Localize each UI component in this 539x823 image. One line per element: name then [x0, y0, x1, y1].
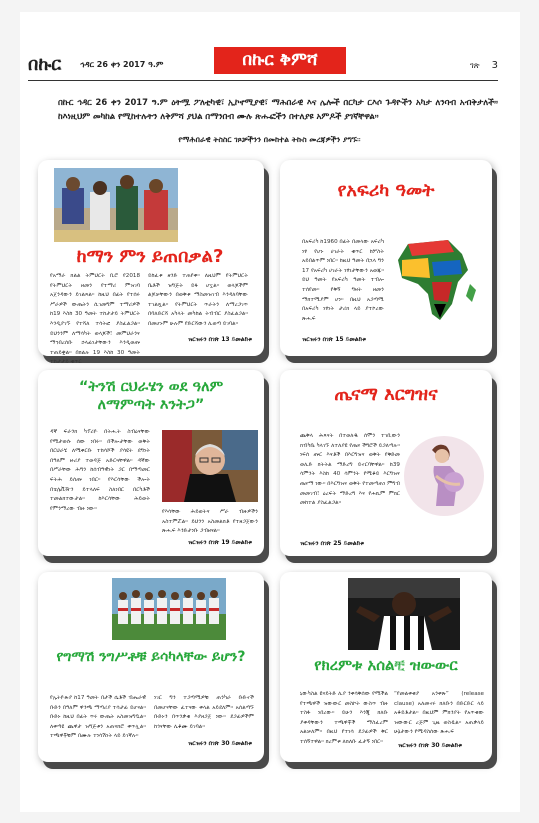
article-body-col1: የአማራ ክልል ትምህርት ቢሮ የ2018 የትምህርት ዘመን የተማሪ ምዝገባ አጀንዳውን ይገልጻል። ከዚህ በፊት የተሰሩ ሥራዎች ውጤትን ሲገመግም ተማሪዎች ከ19 እስከ 30 ዓመት ተከታታይ ትምህርት እንዲያገኙ የተሻለ ተሳትፎ ያስፈልጋል። ይህንንም ለማሳካት ወላጆች፣ መምህራንና ማኅበረሰቡ ኃላፊነታቸውን እንዲወጡ ተጠይቋል። በክልሉ 19 እስከ 30 ዓመት ተከታታይ ቁጥር: [50, 273, 140, 366]
continued-note: ዝርዝሩን በገጽ 15 ይመልከቱ: [302, 336, 366, 343]
article-card-healthy-pregnancy[interactable]: [280, 370, 492, 556]
article-title: የአፍሪካ ዓመት: [337, 180, 435, 201]
intro-paragraph: በኩር ኅዳር 26 ቀን 2017 ዓ.ም ዕትሟ ፖለቲካዊ፣ ኢኮኖሚያዊ፣ ማሕበራዊ እና ሌሎች በርካታ ርእሶ ጉዳዮችን አካታ ለንባብ አብቅታለች። ከእነዚህም መካከል የሚከተሉትን ለቅምሻ ያህል በማንበብ ሙሉ ጽሑፎችን በተለያዩ አምዶች ያገኛቸዋል።: [58, 97, 498, 121]
article-body-col2: ይከፈቱ ዘንድ ተጠየቀ። ለዚህም የትምህርት ቤቶች ዝግጅት ይፋ ሆኗል። ወላጆችም ልጆቻቸውን በወቅቱ ማስመዝገብ እንዳለባቸው ተገልጿል። የትምህርት ጥራትን ለማረጋገጥ በባለድርሻ አካላት መካከል ትብብር ያስፈልጋል። በመሆኑም ሁሉም የድርሻውን ሊወጣ ይገባል።: [148, 273, 248, 327]
page-number: 3: [491, 60, 498, 71]
article-title: “ትንሽ ርህራሄን ወደ ዓለም ለማምጣት እንትጋ”: [78, 379, 224, 413]
article-card-queens[interactable]: [38, 572, 264, 762]
issue-date: ኅዳር 26 ቀን 2017 ዓ.ም: [80, 60, 164, 69]
article-body-col1: ዳኛ ፍራንክ ካፕሪዮ በትሑት ስብዕናቸው የሚታወሱ ሰው ነበሩ። በችሎታቸው ወቅት በርህራሄ ለሚቀርቡ ተከሳሾች ያሳዩት ደግነት በዓለም ዙሪያ ተወዳጅ አድርጓቸዋል። ዳኛው በሥራቸው ሕግን ከሰብዓዊነት ጋር በማጣመር ፍትሕ ይሰጡ ነበር። የእርሳቸው ችሎት በቴሌቪዥን ይተላለፍ ስለነበር በርካቶች ተመልክተውታል። ከእርሳቸው ሕይወት የምንማረው ብዙ ነው።: [50, 429, 150, 512]
article-title: ጤናማ እርግዝና: [334, 384, 438, 405]
article-card-expectations[interactable]: [38, 160, 264, 366]
masthead: [28, 52, 498, 81]
page-label: ገጽ: [470, 61, 480, 70]
page-info: [470, 60, 498, 71]
continued-note: ዝርዝሩን በገጽ 30 ይመልከቱ: [398, 742, 462, 749]
judge-portrait-image: [162, 430, 258, 502]
article-body-col2: ነገር ግን ተጋጣሚዎቹ ጠንካራ ቡድኖች በመሆናቸው ፈተናው ቀላል አይደለም። አሰልጣኙ ቡድኑን በጥንቃቄ እያዘጋጀ ነው። ደጋፊዎችም ከጎናቸው ሊቆሙ ይገባል።: [154, 695, 254, 730]
article-title: ከማን ምን ይጠበቃል?: [76, 246, 224, 267]
kids-graduation-image: [54, 168, 178, 242]
brand-name: በኩር: [28, 54, 62, 75]
article-body: በአፍሪካ ከ1960 በፊት በመላው አፍሪካ ነፃ የሆኑ ሀገራት ቁጥር ከሦስት አይበልጥም ነበር። ከዚህ ዓመት በኋላ ግን 17 የአፍሪካ ሀገራት ነፃነታቸውን አወጁ። ይህ ዓመት የአፍሪካ ዓመት ተብሎ ተሰየመ። የቅኝ ግዛት ዘመን ማክተሚያም ሆነ። በዚህ አጋጣሚ በአፍሪካ ነፃነት ታሪክ ላይ ያተኮረው ጽሑፍ: [302, 239, 384, 322]
pregnancy-illustration: [404, 436, 484, 516]
article-title: የግማሽ ንግሥቶቹ ይሳካላቸው ይሆን?: [56, 649, 246, 665]
article-body: ጨቅላ ሕጻናት በተወለዱ ሰሞን ተገቢውን ክብካቤ ካላገኙ ለተለያዩ የጤና ችግሮች ይጋለጣሉ። ነፍሰ ጡር እናቶች በእርግዝና ወቅት የቅድመ ወሊድ ክትትል ማድረግ ይኖርባቸዋል። ከ39 ሳምንት እስከ 40 ሳምንት የሚቆይ እርግዝና ጤናማ ነው። በእርግዝና ወቅት የተመጣጠነ ምግብ መመገብ፣ ዕረፍት ማድረግ እና የሐኪም ምክር መከተል ያስፈልጋል።: [300, 433, 400, 507]
article-card-compassion[interactable]: [38, 370, 264, 556]
article-card-summer-transfer[interactable]: [280, 572, 492, 762]
article-card-africa-year[interactable]: [280, 160, 492, 356]
continued-note: ዝርዝሩን በገጽ 25 ይመልከቱ: [300, 540, 364, 547]
article-title: የክረምቱ አሰልቺ ዝውውር: [314, 656, 458, 674]
article-body-col1: የኢትዮጵያ ከ17 ዓመት በታች ሴቶች ብሔራዊ ቡድን በዓለም ዋንጫ ማጣሪያ ተሳታፊ ይሆናል። ቡድኑ ከዚህ በፊት ጥሩ ውጤት አስመዝግቧል። ለቀጣዩ ጨዋታ ዝግጅቱን አጠናክሮ ቀጥሏል። ተጫዋቾቹም በሙሉ ተነሳሽነት ላይ ይገኛሉ።: [50, 695, 146, 740]
article-body-col1: ኒውካስል ዩናይትድ ሊያ ንቀሳቅሰው የሚችል የተጫዋች ዝውውር መስኮት ውስጥ ብዙ ተስፋ ነበረው። ይሁን እንጂ ክለቡ ያቀዳቸውን ተጫዋቾች ማስፈረም አልቻለም። በዚህ የተነሳ ደጋፊዎች ቅር ተሰኝተዋል። ክረምቱ ለክለቡ ፈታኝ ነበር።: [300, 691, 388, 745]
section-title: በኩር ቅምሻ: [214, 47, 346, 74]
footballer-image: [348, 578, 460, 650]
social-media-note: የማሕበራዊ ትስስር ገጾቻችንን በመከተል ትኩስ መረጃዎችን ያግኙ።: [178, 135, 361, 144]
continued-note: ዝርዝሩን በገጽ 19 ይመልከቱ: [188, 539, 252, 546]
africa-map-image: [388, 234, 484, 326]
continued-note: ዝርዝሩን በገጽ 30 ይመልከቱ: [188, 740, 252, 747]
women-team-image: [112, 578, 226, 640]
article-body-col2: “የመልቀቂያ አንቀጽ” (release clause) አለመኖሩ ክለቡን በድርድር ላይ አቆይቶታል። በዚህም ምክንያት የአጥቂው ዝውውር ረጅም ጊዜ ወስዷል። አጠቃላይ ሁኔታውን የሚዳስሰው ጽሑፍ: [394, 691, 484, 736]
article-body-col2: የእሳቸው ሕይወትና ሥራ ብዙዎችን አስተምሯል። ይህንን አስመልክቶ የተዘጋጀውን ጽሑፍ እንድታነቡ ጋብዘናል።: [162, 509, 258, 535]
continued-note: ዝርዝሩን በገጽ 13 ይመልከቱ: [188, 336, 252, 343]
